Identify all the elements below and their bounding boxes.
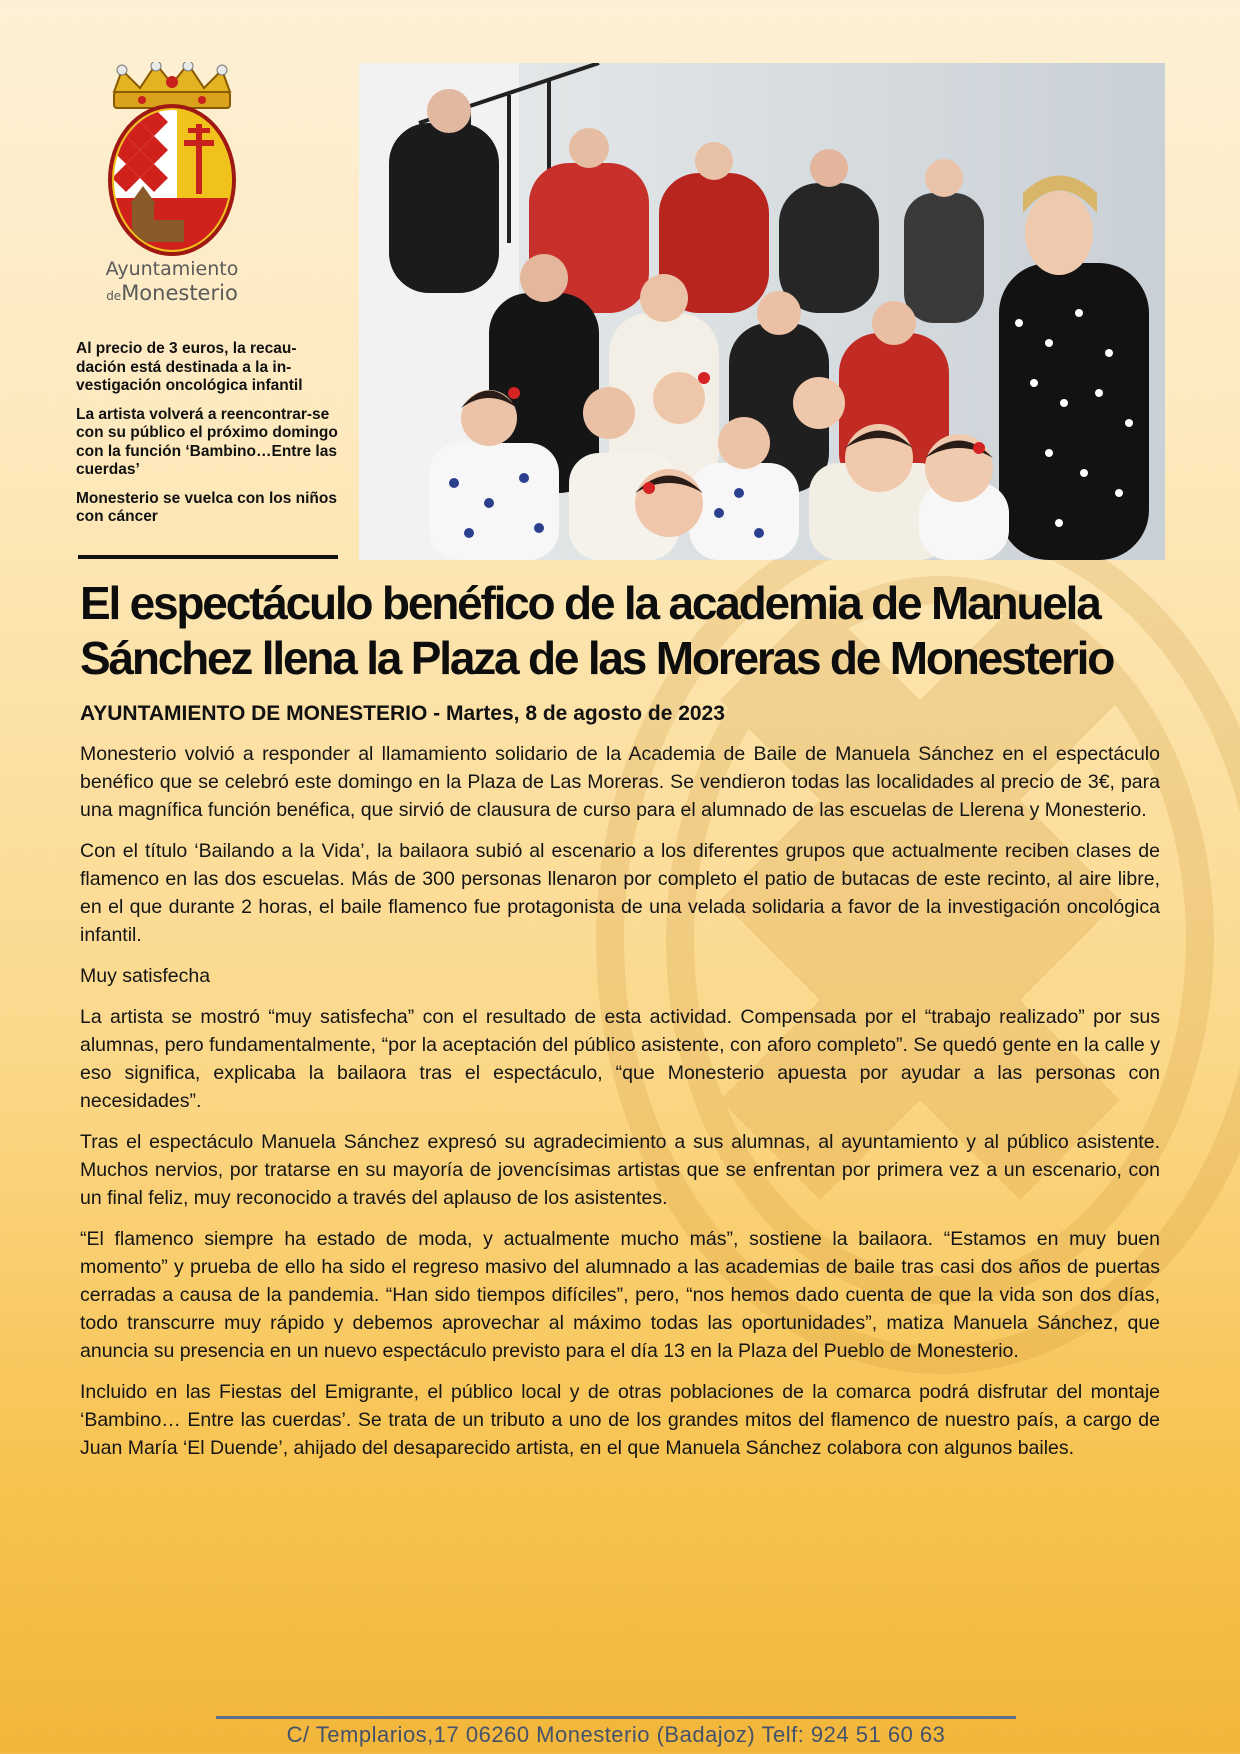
article-headline: El espectáculo benéfico de la academia de Manuela Sánchez llena la Plaza de las Moreras de Monesterio bbox=[80, 577, 1114, 684]
article-paragraph: Incluido en las Fiestas del Emigrante, el público local y de otras poblaciones de la comarca podrá disfrutar del montaje ‘Bambino… Entre las cuerdas’. Se trata de un tributo a uno de los grandes mitos del flamenco de nuestro país, a cargo de Juan María ‘El Duende’, ahijado del desaparecido artista, en el que Manuela Sánchez colabora con algunos bailes. bbox=[80, 1381, 1160, 1459]
photo-illustration bbox=[359, 63, 1165, 560]
highlight-item: Monesterio se vuelca con los niños con cáncer bbox=[76, 489, 337, 525]
article-body bbox=[80, 740, 1160, 1475]
article-subheading: Muy satisfecha bbox=[80, 965, 211, 987]
highlights bbox=[76, 340, 338, 537]
footer-address: C/ Templarios,17 06260 Monesterio (Badajoz) Telf: 924 51 60 63 bbox=[286, 1722, 946, 1747]
side-divider bbox=[78, 555, 338, 559]
article-paragraph: “El flamenco siempre ha estado de moda, y actualmente mucho más”, sostiene la bailaora. “Estamos en muy buen momento” y prueba de ello ha sido el regreso masivo del alumnado a las academias de baile tras casi dos años de puertas cerradas a causa de la pandemia. “Han sido tiempos difíciles”, pero, “nos hemos dado cuenta de que la vida son dos días, todo transcurre muy rápido y debemos aprovechar al máximo todas las oportunidades”, matiza Manuela Sánchez, que anuncia su presencia en un nuevo espectáculo previsto para el día 13 en la Plaza del Pueblo de Monesterio. bbox=[80, 1228, 1160, 1362]
highlight-item: La artista volverá a reencontrar-se con su público el próximo domingo con la función ‘Bambino…Entre las cuerdas’ bbox=[76, 405, 338, 478]
footer-divider bbox=[216, 1716, 1016, 1719]
article-byline: AYUNTAMIENTO DE MONESTERIO - Martes, 8 de agosto de 2023 bbox=[80, 702, 725, 725]
article-paragraph: Monesterio volvió a responder al llamamiento solidario de la Academia de Baile de Manuela Sánchez en el espectáculo benéfico que se celebró este domingo en la Plaza de Las Moreras. Se vendieron todas las localidades al precio de 3€, para una magnífica función benéfica, que sirvió de clausura de curso para el alumnado de las escuelas de Llerena y Monesterio. bbox=[80, 743, 1160, 821]
highlight-item: Al precio de 3 euros, la recau-dación está destinada a la in-vestigación oncológica infantil bbox=[76, 340, 303, 394]
logo-line-2 bbox=[92, 281, 252, 305]
coat-of-arms-icon bbox=[92, 62, 252, 257]
article-paragraph: Tras el espectáculo Manuela Sánchez expresó su agradecimiento a sus alumnas, al ayuntamiento y al público asistente. Muchos nervios, por tratarse en su mayoría de jovencísimas artistas que se enfrentan por primera vez a un escenario, con un final feliz, muy reconocido a través del aplauso de los asistentes. bbox=[80, 1131, 1160, 1209]
logo-line-2-name: Monesterio bbox=[121, 281, 238, 305]
municipal-logo bbox=[92, 62, 252, 312]
logo-line-2-prefix: de bbox=[106, 289, 122, 303]
article-paragraph: Con el título ‘Bailando a la Vida’, la bailaora subió al escenario a los diferentes grupos que actualmente reciben clases de flamenco en las dos escuelas. Más de 300 personas llenaron por completo el patio de butacas de este recinto, al aire libre, en el que durante 2 horas, el baile flamenco fue protagonista de una velada solidaria a favor de la investigación oncológica infantil. bbox=[80, 840, 1160, 946]
logo-line-1: Ayuntamiento bbox=[105, 258, 239, 280]
group-photo bbox=[359, 63, 1165, 560]
article-paragraph: La artista se mostró “muy satisfecha” con el resultado de esta actividad. Compensada por el “trabajo realizado” por sus alumnas, pero fundamentalmente, “por la aceptación del público asistente, con aforo completo”. Se quedó gente en la calle y eso significa, explicaba la bailaora tras el espectáculo, “que Monesterio apuesta por ayudar a las personas con necesidades”. bbox=[80, 1006, 1160, 1112]
